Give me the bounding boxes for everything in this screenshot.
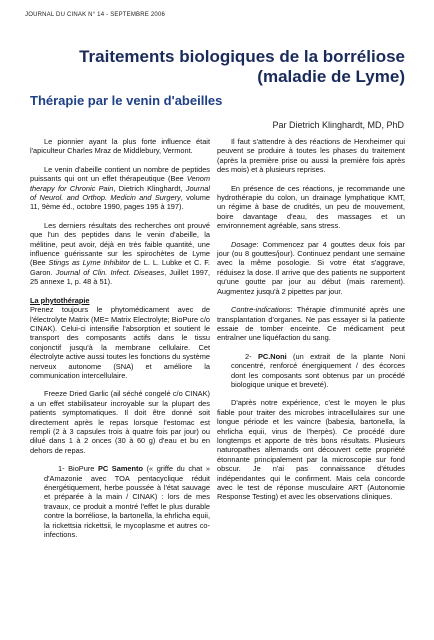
- paragraph: Freeze Dried Garlic (ail séché congelé c/o CINAK) a un effet stabilisateur incroyable sur la plupart des patients symptomatiques. Il doit être donné soit directement après le repas lorsque l'estomac est rempli (2 à 3 capsules trois à quatre fois par jour) ou dilué dans 1 à 2 onces (30 à 60 g) d'eau et bu en dehors de repas.: [30, 389, 210, 455]
- left-column: [30, 137, 210, 548]
- article-subtitle: Thérapie par le venin d'abeilles: [30, 93, 223, 108]
- author-line: Par Dietrich Klinghardt, MD, PhD: [272, 120, 404, 130]
- paragraph: [217, 305, 405, 343]
- section-heading: La phytothérapie: [30, 295, 90, 305]
- text: Le venin d'abeille contient un nombre de peptides puissants qui ont un effet thérapeutique (Bee: [30, 164, 210, 184]
- journal-header: JOURNAL DU CINAK N° 14 - SEPTEMBRE 2006: [25, 12, 166, 18]
- list-item: [30, 464, 210, 539]
- journal-name: Journal of Clin. Infect. Diseases: [55, 267, 165, 277]
- contraindications-label: Contre-indications: [231, 305, 291, 315]
- paragraph: [217, 240, 405, 296]
- article-title: [79, 47, 405, 87]
- reference-title: Stings as Lyme Inhibitor: [48, 258, 130, 268]
- text: , volume 11, 9ème éd., octobre 1990, pages 195 à 197).: [30, 193, 210, 212]
- dosage-label: Dosage: [231, 239, 257, 249]
- title-line-2: (maladie de Lyme): [257, 67, 405, 86]
- text: , Juillet 1997, 25 annexe 1, p. 48 à 51).: [30, 267, 210, 287]
- reference-title: Venom therapy for Chronic Pain: [30, 174, 210, 193]
- text: (« griffe du chat » d'Amazonie avec TOA pentacyclique réduit énergétiquement, herbe poussée à l'état sauvage et préparée à la main / CINAK) : lors de mes travaux, ce produit a montré l'effet le plus durable contre la borréliose, la bartonella, la ehrlicha equii, la rickettsia rickettsii, le mycoplasme et autres co-infections.: [44, 464, 210, 540]
- list-item: [217, 352, 405, 390]
- paragraph: D'après notre expérience, c'est le moyen le plus fiable pour traiter des microbes intracellulaires sur une longue période et les vaincre (babesia, bartonella, la ehrlicha equii, virus de l'herpès). Ce procédé dure longtemps et apporte de très bons résultats. Plusieurs naturopathes allemands ont découvert cette propriété étonnante principalement par la microscopie sur fond obscur. Je n'ai pas connaissance d'études indépendantes qui le confirment. Mais cela concorde avec le test de réponse musculaire ART (Autonomie Response Testing) et avec les observations cliniques.: [217, 398, 405, 502]
- paragraph: Il faut s'attendre à des réactions de Herxheimer qui peuvent se produire à toutes les phases du traitement (après la première prise ou aussi la première fois après des mois) et à plusieurs reprises.: [217, 137, 405, 175]
- text: de L. L. Lubke et C. F. Garon.: [30, 258, 210, 277]
- paragraph: En présence de ces réactions, je recommande une hydrothérapie du colon, un drainage lymphatique KMT, un régime à base de crudités, un peu de mouvement, boire davantage d'eau, des massages et un environnement agréable, sans stress.: [217, 183, 405, 231]
- paragraph: Prenez toujours le phytomédicament avec de l'électrolyte Matrix (ME= Matrix Electrolyte; BioPure c/o CINAK). Celui-ci intensifie l'absorption et soutient le transport des composants actifs dans le tissu conjonctif jusqu'à la membrane cellulaire. Cet électrolyte active aussi toutes les fonctions du système nerveux autonome (SNA) et améliore la communication intercellulaire.: [30, 305, 210, 380]
- product-name: PC Samento: [97, 464, 144, 474]
- paragraph: Le pionnier ayant la plus forte influence était l'apiculteur Charles Mraz de Middlebury, Vermont.: [30, 137, 210, 156]
- paragraph: [30, 221, 210, 287]
- text: : Commencez par 4 gouttes deux fois par jour (ou 8 gouttes/jour). Continuez pendant une semaine avec la même posologie. Si votre état s'aggrave, réduisez la dose. Il arrive que des patients ne supportent qu'une goutte par jour au début (mais rarement). Augmentez jusqu'à 2 pipettes par jour.: [217, 239, 405, 296]
- text: : Thérapie d'immunité après une transplantation d'organes. Ne pas essayer si la patiente essaie de tomber enceinte. Ce médicament peut entraîner une liquéfaction du sang.: [217, 305, 405, 343]
- right-column: [217, 137, 405, 511]
- title-line-1: Traitements biologiques de la borréliose: [79, 47, 405, 66]
- text: (un extrait de la plante Noni concentré, renforcé énergiquement / des écorces dont les composants sont obtenus par un procédé biologique unique et breveté).: [231, 351, 405, 389]
- product-name: PC.Noni: [257, 351, 287, 361]
- text: , Dietrich Klinghardt,: [113, 183, 186, 193]
- text: Les derniers résultats des recherches ont prouvé que l'un des peptides dans le venin d'abeille, la mélitine, peut avoir, déjà en très faible quantité, une influence guérissante sur les spirochètes de Lyme (Bee: [30, 220, 210, 268]
- journal-name: Journal of Neurol. and Orthop. Medicin and Surgery: [30, 183, 210, 203]
- paragraph: [30, 165, 210, 212]
- list-number: 2-: [245, 351, 258, 361]
- list-number: 1- BioPure: [58, 464, 98, 474]
